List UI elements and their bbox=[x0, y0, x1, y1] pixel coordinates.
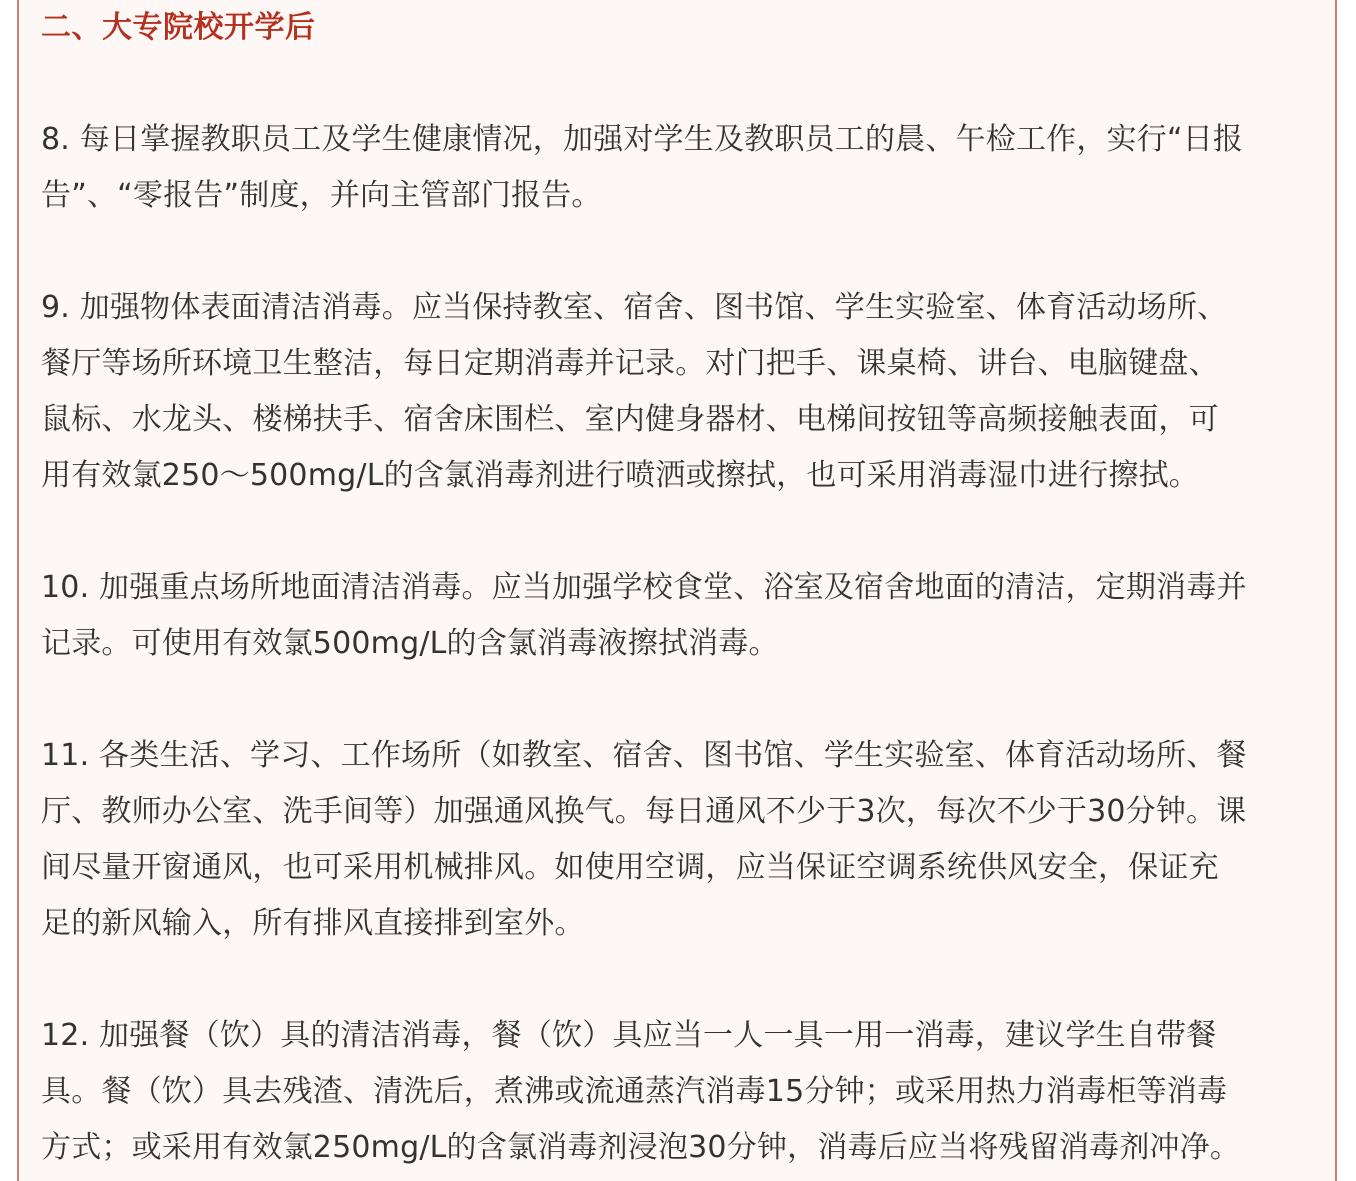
paragraph-line: 10. 加强重点场所地面清洁消毒。应当加强学校食堂、浴室及宿舍地面的清洁，定期消毒并 bbox=[41, 570, 1247, 605]
paragraph-line: 鼠标、水龙头、楼梯扶手、宿舍床围栏、室内健身器材、电梯间按钮等高频接触表面，可 bbox=[41, 402, 1219, 437]
paragraph-line: 具。餐（饮）具去残渣、清洗后，煮沸或流通蒸汽消毒15分钟；或采用热力消毒柜等消毒 bbox=[41, 1074, 1228, 1109]
paragraph-line: 方式；或采用有效氯250mg/L的含氯消毒剂浸泡30分钟，消毒后应当将残留消毒剂冲净。 bbox=[41, 1130, 1241, 1165]
paragraph-line: 8. 每日掌握教职员工及学生健康情况，加强对学生及教职员工的晨、午检工作，实行“日报 bbox=[41, 122, 1244, 157]
item-10-paragraph bbox=[41, 560, 1247, 672]
paragraph-line: 9. 加强物体表面清洁消毒。应当保持教室、宿舍、图书馆、学生实验室、体育活动场所、 bbox=[41, 290, 1228, 325]
paragraph-line: 11. 各类生活、学习、工作场所（如教室、宿舍、图书馆、学生实验室、体育活动场所、餐 bbox=[41, 738, 1247, 773]
item-8-paragraph bbox=[41, 112, 1243, 224]
item-11-paragraph bbox=[41, 728, 1247, 952]
item-9-paragraph bbox=[41, 280, 1227, 504]
paragraph-line: 记录。可使用有效氯500mg/L的含氯消毒液擦拭消毒。 bbox=[41, 626, 779, 661]
paragraph-line: 厅、教师办公室、洗手间等）加强通风换气。每日通风不少于3次，每次不少于30分钟。课 bbox=[41, 794, 1247, 829]
article-content bbox=[41, 0, 1321, 1165]
paragraph-line: 间尽量开窗通风，也可采用机械排风。如使用空调，应当保证空调系统供风安全，保证充 bbox=[41, 850, 1219, 885]
paragraph-line: 足的新风输入，所有排风直接排到室外。 bbox=[41, 906, 585, 941]
section-title: 二、大专院校开学后 bbox=[41, 10, 316, 45]
paragraph-line: 用有效氯250～500mg/L的含氯消毒剂进行喷洒或擦拭，也可采用消毒湿巾进行擦拭。 bbox=[41, 458, 1200, 493]
paragraph-line: 12. 加强餐（饮）具的清洁消毒，餐（饮）具应当一人一具一用一消毒，建议学生自带餐 bbox=[41, 1018, 1217, 1053]
article-panel bbox=[17, 0, 1337, 1181]
paragraph-line: 餐厅等场所环境卫生整洁，每日定期消毒并记录。对门把手、课桌椅、讲台、电脑键盘、 bbox=[41, 346, 1219, 381]
paragraph-line: 告”、“零报告”制度，并向主管部门报告。 bbox=[41, 178, 602, 213]
item-12-paragraph bbox=[41, 1008, 1240, 1176]
